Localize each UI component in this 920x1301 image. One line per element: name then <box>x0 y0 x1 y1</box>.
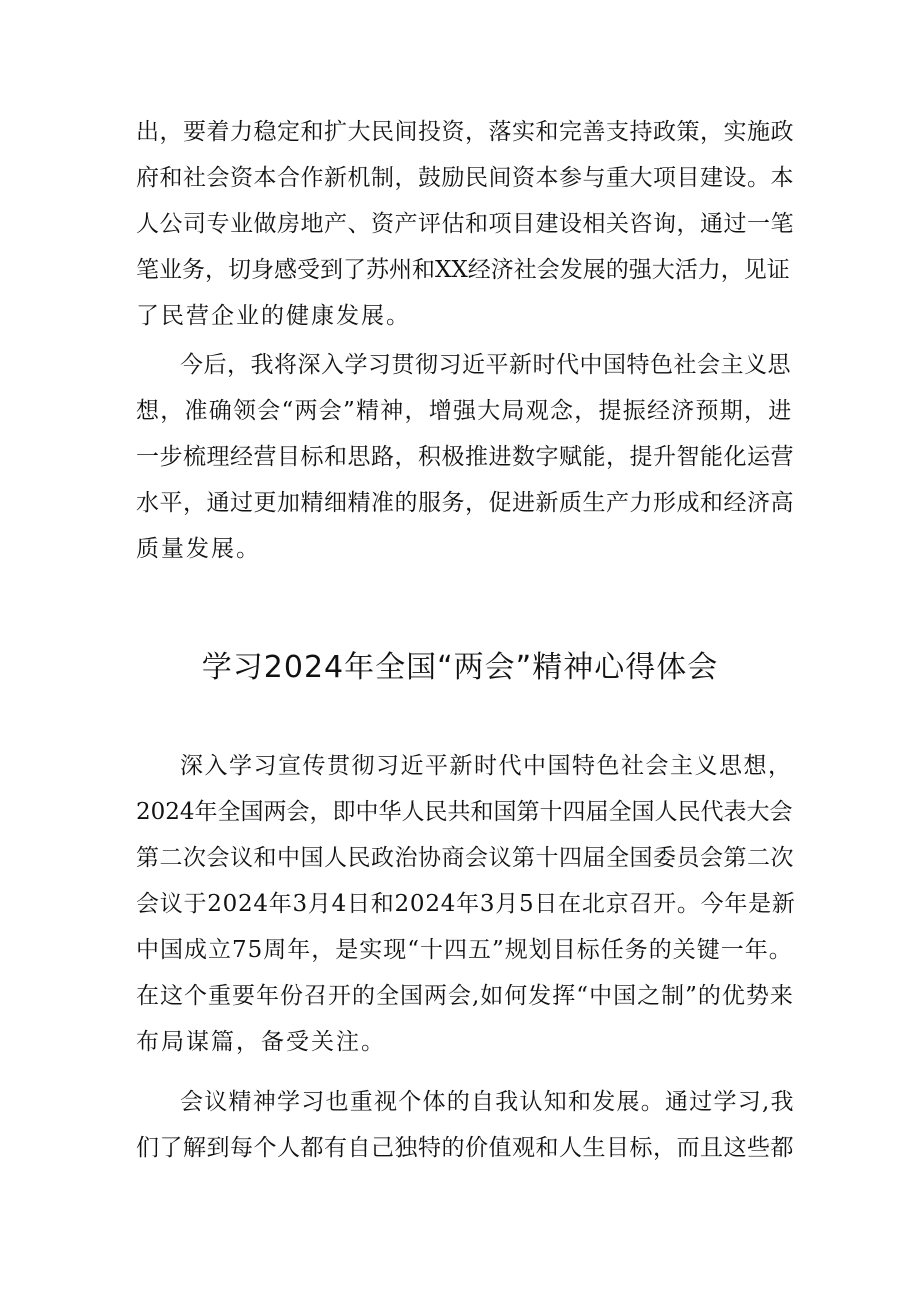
paragraph-line: 深入学习宣传贯彻习近平新时代中国特色社会主义思想， <box>180 753 793 779</box>
paragraph-line: 在这个重要年份召开的全国两会,如何发挥“中国之制”的优势来 <box>136 983 794 1009</box>
paragraph-line: 府和社会资本合作新机制，鼓励民间资本参与重大项目建设。本 <box>136 165 794 191</box>
paragraph-line: 人公司专业做房地产、资产评估和项目建设相关咨询，通过一笔 <box>136 211 794 237</box>
paragraph-line: 2024年全国两会，即中华人民共和国第十四届全国人民代表大会 <box>136 799 793 825</box>
paragraph-line: 第二次会议和中国人民政治协商会议第十四届全国委员会第二次 <box>136 845 794 871</box>
paragraph-line: 中国成立75周年，是实现“十四五”规划目标任务的关键一年。 <box>136 937 793 963</box>
paragraph-line: 会议于2024年3月4日和2024年3月5日在北京召开。今年是新 <box>136 891 796 917</box>
paragraph-line: 想，准确领会“两会”精神，增强大局观念，提振经济预期，进 <box>136 398 793 424</box>
paragraph-line: 一步梳理经营目标和思路，积极推进数字赋能，提升智能化运营 <box>136 444 794 470</box>
paragraph-line: 们了解到每个人都有自己独特的价值观和人生目标，而且这些都 <box>136 1135 794 1161</box>
paragraph-line: 今后，我将深入学习贯彻习近平新时代中国特色社会主义思 <box>180 352 791 378</box>
paragraph-line: 水平，通过更加精细精准的服务，促进新质生产力形成和经济高 <box>136 490 794 516</box>
paragraph-line: 会议精神学习也重视个体的自我认知和发展。通过学习,我 <box>180 1089 795 1115</box>
paragraph-line: 质量发展。 <box>136 536 261 562</box>
paragraph-line: 布局谋篇，备受关注。 <box>136 1029 386 1055</box>
page-title: 学习2024年全国“两会”精神心得体会 <box>201 650 719 685</box>
paragraph-line: 了民营企业的健康发展。 <box>136 303 411 329</box>
paragraph-line: 笔业务，切身感受到了苏州和XX经济社会发展的强大活力，见证 <box>136 257 790 283</box>
paragraph-line: 出，要着力稳定和扩大民间投资，落实和完善支持政策，实施政 <box>136 119 794 145</box>
